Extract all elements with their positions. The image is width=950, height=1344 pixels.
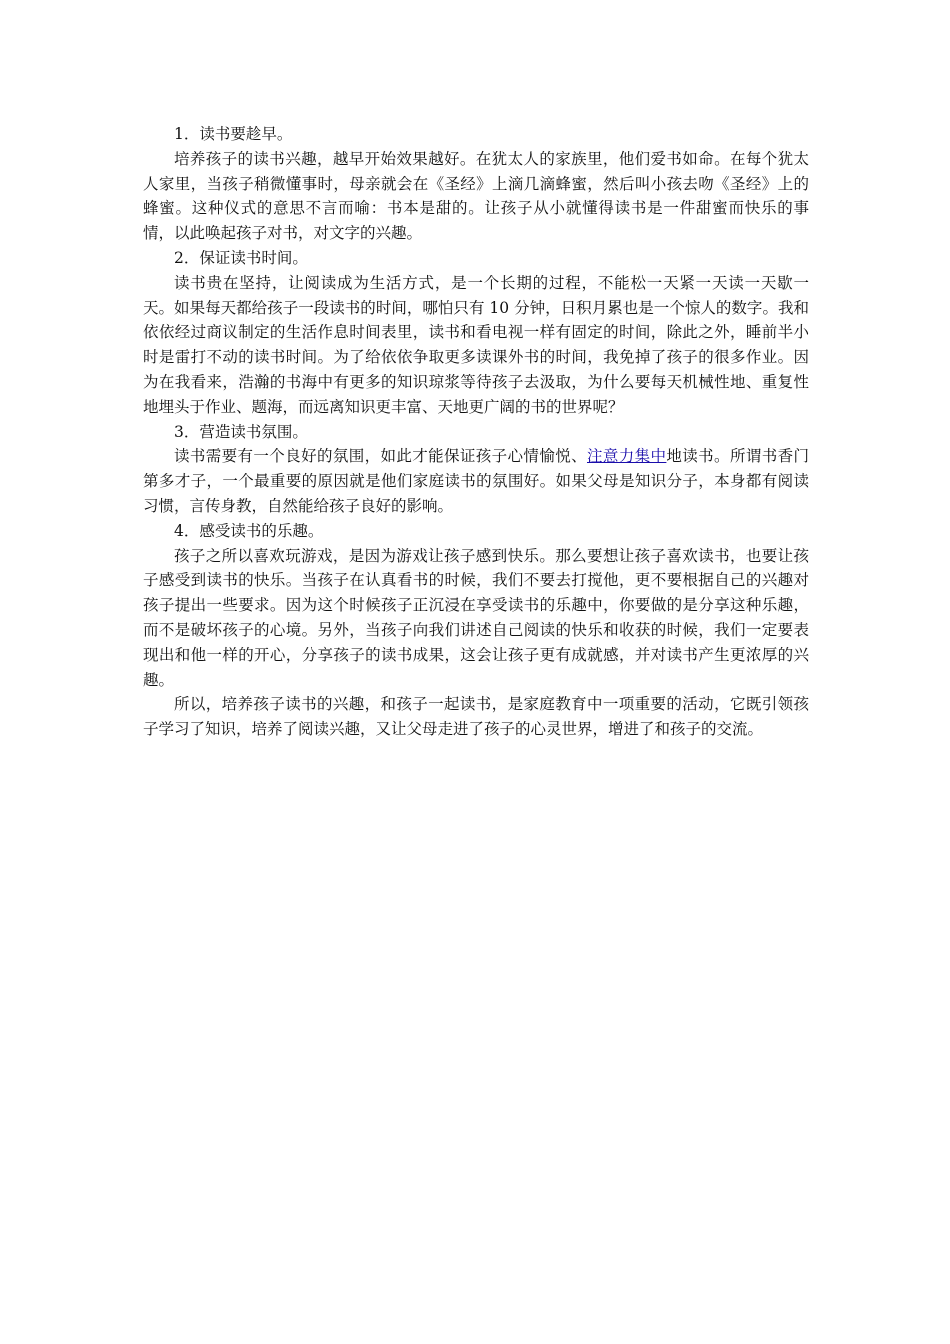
section-heading-1: 1．读书要趁早。 bbox=[174, 125, 293, 143]
section-heading-3: 3．营造读书氛围。 bbox=[174, 422, 308, 441]
section-heading-2: 2．保证读书时间。 bbox=[174, 248, 308, 267]
conclusion-paragraph: 所以，培养孩子读书的兴趣，和孩子一起读书，是家庭教育中一项重要的活动，它既引领孩子学习了知识，培养了阅读兴趣，又让父母走进了孩子的心灵世界，增进了和孩子的交流。 bbox=[143, 695, 809, 739]
section-body-4: 孩子之所以喜欢玩游戏，是因为游戏让孩子感到快乐。那么要想让孩子喜欢读书，也要让孩子感受到读书的快乐。当孩子在认真看书的时候，我们不要去打搅他，更不要根据自己的兴趣对孩子提出一些要求。因为这个时候孩子正沉浸在享受读书的乐趣中，你要做的是分享这种乐趣，而不是破坏孩子的心境。另外，当孩子向我们讲述自己阅读的快乐和收获的时候，我们一定要表现出和他一样的开心，分享孩子的读书成果，这会让孩子更有成就感，并对读书产生更浓厚的兴趣。 bbox=[143, 546, 809, 689]
section-body-2: 读书贵在坚持，让阅读成为生活方式，是一个长期的过程，不能松一天紧一天读一天歇一天。如果每天都给孩子一段读书的时间，哪怕只有 10 分钟，日积月累也是一个惊人的数字。我和依依经过商议制定的生活作息时间表里，读书和看电视一样有固定的时间，除此之外，睡前半小时是雷打不动的读书时间。为了给依依争取更多读课外书的时间，我免掉了孩子的很多作业。因为在我看来，浩瀚的书海中有更多的知识琼浆等待孩子去汲取，为什么要每天机械性地、重复性地埋头于作业、题海，而远离知识更丰富、天地更广阔的书的世界呢？ bbox=[143, 273, 809, 416]
document-body bbox=[143, 122, 809, 742]
section-body-3-before-link: 读书需要有一个良好的氛围，如此才能保证孩子心情愉悦、 bbox=[174, 447, 587, 466]
attention-focus-link[interactable]: 注意力集中 bbox=[586, 447, 667, 466]
section-body-3-after-link: 地读书。所谓书香门第多才子，一个最重要的原因就是他们家庭读书的氛围好。如果父母是知识分子，本身都有阅读习惯，言传身教，自然能给孩子良好的影响。 bbox=[143, 447, 809, 515]
section-body-3 bbox=[143, 444, 809, 518]
section-heading-4: 4．感受读书的乐趣。 bbox=[174, 521, 324, 540]
section-body-1: 培养孩子的读书兴趣，越早开始效果越好。在犹太人的家族里，他们爱书如命。在每个犹太人家里，当孩子稍微懂事时，母亲就会在《圣经》上滴几滴蜂蜜，然后叫小孩去吻《圣经》上的蜂蜜。这种仪式的意思不言而喻：书本是甜的。让孩子从小就懂得读书是一件甜蜜而快乐的事情，以此唤起孩子对书，对文字的兴趣。 bbox=[143, 149, 809, 243]
